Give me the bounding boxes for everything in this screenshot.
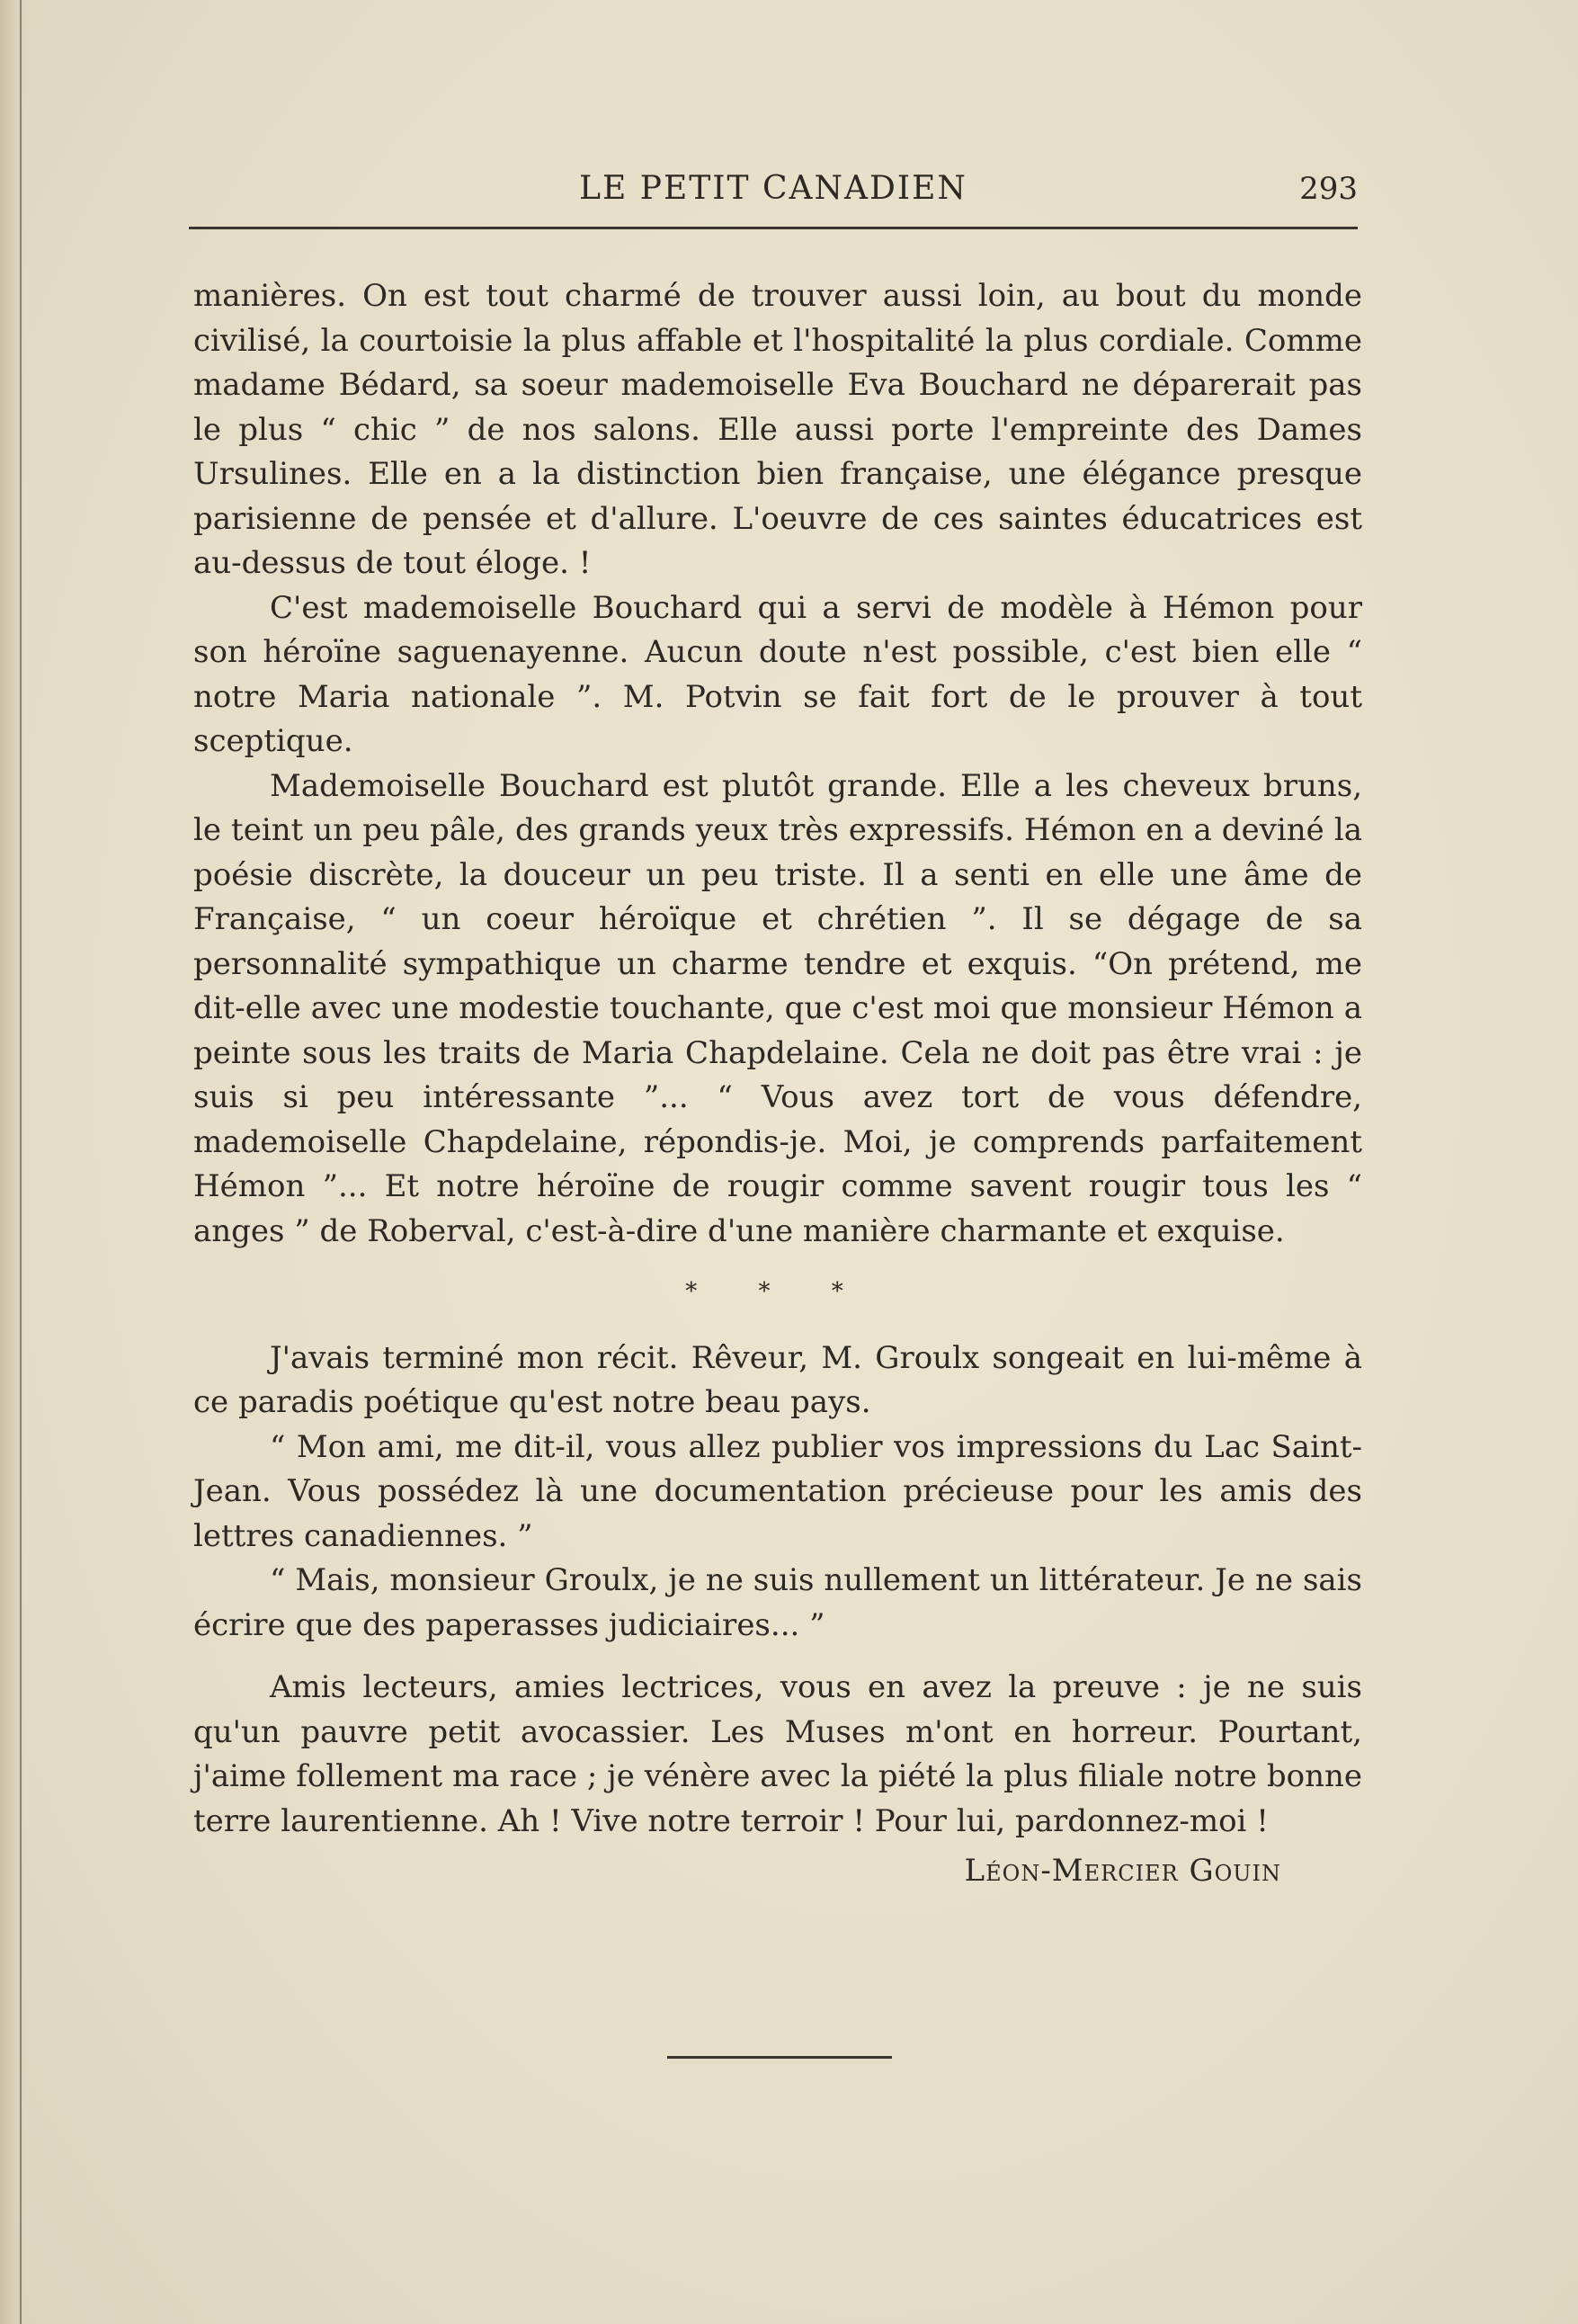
paragraph: J'avais terminé mon récit. Rêveur, M. Groulx songeait en lui-même à ce paradis poétique qu'est notre beau pays. [193, 1339, 1362, 1420]
paragraph: Amis lecteurs, amies lectrices, vous en avez la preuve : je ne suis qu'un pauvre petit avocassier. Les Muses m'ont en horreur. Pourtant, j'aime follement ma race ; je vénère avec la piété la plus filiale notre bonne terre laurentienne. Ah ! Vive notre terroir ! Pour lui, pardonnez-moi ! [193, 1669, 1362, 1839]
paragraph: “ Mais, monsieur Groulx, je ne suis nullement un littérateur. Je ne sais écrire que des paperasses judiciaires... ” [193, 1562, 1362, 1643]
page-header [189, 166, 1358, 211]
end-rule [667, 2056, 892, 2059]
header-rule [189, 227, 1358, 229]
section-break: * * * [685, 1278, 870, 1305]
paragraph: “ Mon ami, me dit-il, vous allez publier vos impressions du Lac Saint-Jean. Vous possédez là une documentation précieuse pour les amis des lettres canadiennes. ” [193, 1428, 1362, 1554]
author-signature: Léon-Mercier Gouin [964, 1853, 1281, 1889]
binding-edge-line [20, 0, 22, 2324]
paragraph: manières. On est tout charmé de trouver aussi loin, au bout du monde civilisé, la courtoisie la plus affable et l'hospitalité la plus cordiale. Comme madame Bédard, sa soeur mademoiselle Eva Bouchard ne déparerait pas le plus “ chic ” de nos salons. Elle aussi porte l'empreinte des Dames Ursulines. Elle en a la distinction bien française, une élégance presque parisienne de pensée et d'allure. L'oeuvre de ces saintes éducatrices est au-dessus de tout éloge. ! [193, 278, 1362, 581]
paragraph: C'est mademoiselle Bouchard qui a servi de modèle à Hémon pour son héroïne saguenayenne. Aucun doute n'est possible, c'est bien elle “ notre Maria nationale ”. M. Potvin se fait fort de le prouver à tout sceptique. [193, 589, 1362, 759]
body-text [193, 274, 1362, 1894]
page-number: 293 [1299, 171, 1358, 207]
running-title: LE PETIT CANADIEN [579, 170, 967, 207]
paragraph: Mademoiselle Bouchard est plutôt grande. Elle a les cheveux bruns, le teint un peu pâle, des grands yeux très expressifs. Hémon en a deviné la poésie discrète, la douceur un peu triste. Il a senti en elle une âme de Française, “ un coeur héroïque et chrétien ”. Il se dégage de sa personnalité sympathique un charme tendre et exquis. “On prétend, me dit-elle avec une modestie touchante, que c'est moi que monsieur Hémon a peinte sous les traits de Maria Chapdelaine. Cela ne doit pas être vrai : je suis si peu intéressante ”... “ Vous avez tort de vous défendre, mademoiselle Chapdelaine, répondis-je. Moi, je comprends parfaitement Hémon ”... Et notre héroïne de rougir comme savent rougir tous les “ anges ” de Roberval, c'est-à-dire d'une manière charmante et exquise. [193, 767, 1362, 1249]
